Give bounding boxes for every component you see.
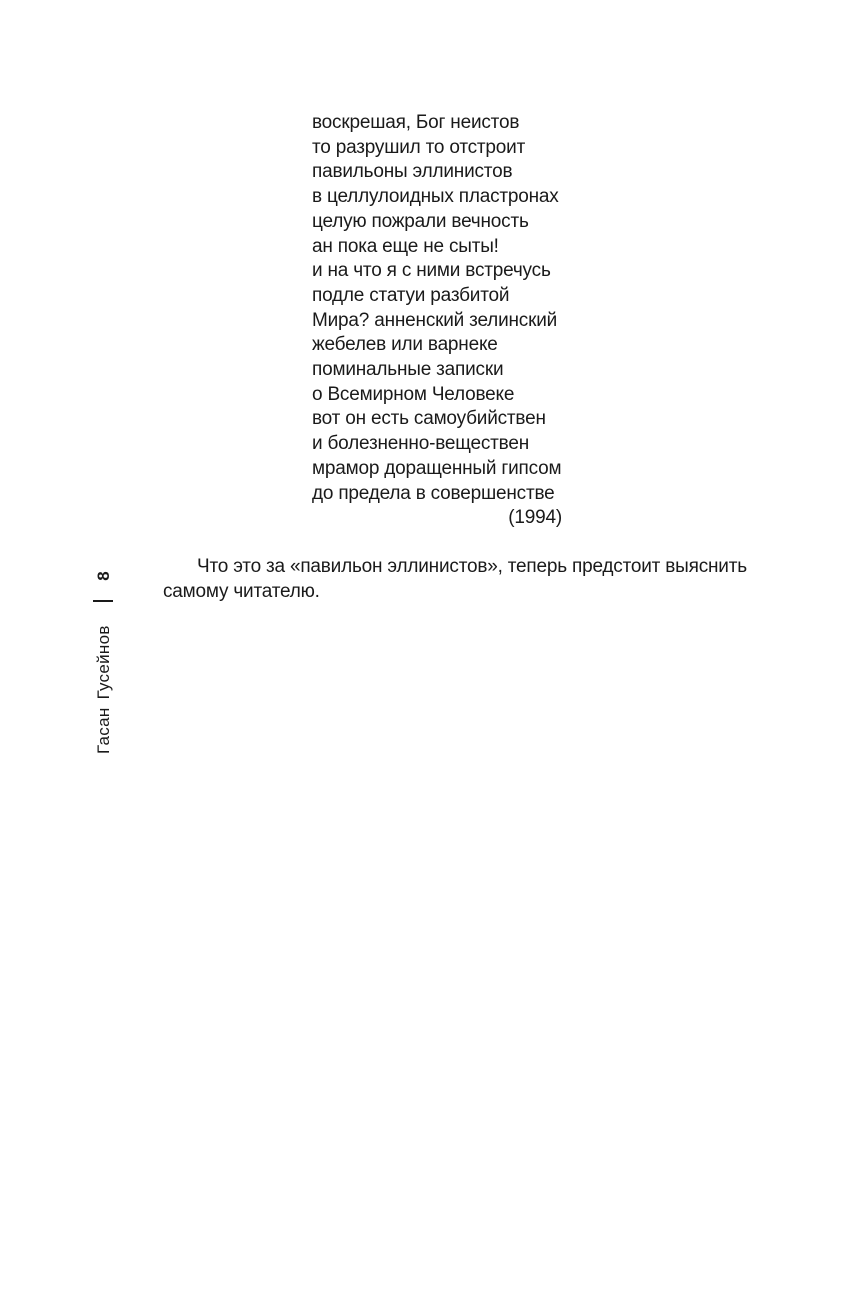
poem-line: и на что я с ними встречусь	[312, 260, 551, 282]
body-paragraph: Что это за «павильон эллинистов», теперь предстоит выяснить самому читателю.	[163, 556, 747, 602]
poem-line: то разрушил то отстроит	[312, 136, 526, 158]
poem-line: подле статуи разбитой	[312, 284, 510, 306]
page-number: 8	[94, 571, 113, 581]
poem-line: жебелев или варнеке	[312, 334, 498, 356]
poem-line: о Всемирном Человеке	[312, 383, 515, 405]
poem-line: воскрешая, Бог неистов	[312, 112, 520, 133]
poem-line: до предела в совершенстве	[312, 482, 555, 504]
page-margin-rail	[88, 560, 120, 760]
poem-line: поминальные записки	[312, 359, 504, 381]
poem-line: целую пожрали вечность	[312, 210, 529, 232]
poem-line: вот он есть самоубийствен	[312, 408, 546, 430]
poem-line: павильоны эллинистов	[312, 161, 513, 183]
poem-line: мрамор доращенный гипсом	[312, 457, 562, 479]
poem-stanza	[312, 111, 572, 531]
poem-line: ан пока еще не сыты!	[312, 235, 499, 257]
running-head-author: Гасан Гусейнов	[94, 625, 113, 754]
poem-line: Мира? анненский зелинский	[312, 309, 558, 331]
poem-line: и болезненно-веществен	[312, 433, 529, 455]
poem-line: в целлулоидных пластронах	[312, 186, 559, 208]
margin-divider	[93, 600, 113, 602]
poem-date: (1994)	[508, 507, 562, 529]
